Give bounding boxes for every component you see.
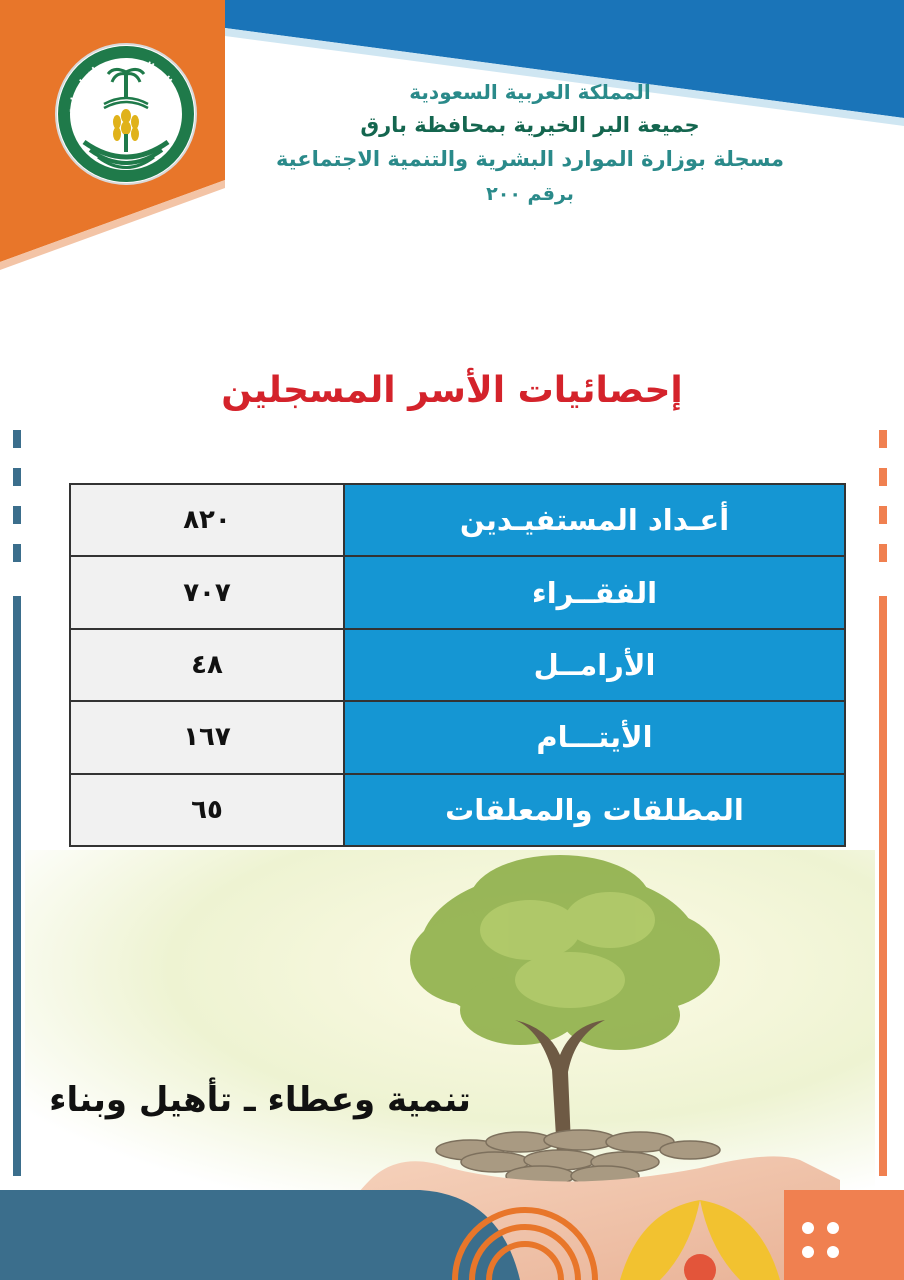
right-dash <box>879 468 887 486</box>
header-country: المملكة العربية السعودية <box>409 80 651 104</box>
tree-hand-illustration <box>0 850 904 1280</box>
left-dash <box>13 506 21 524</box>
left-dash <box>13 544 21 562</box>
table-row <box>70 556 845 628</box>
page-title: إحصائيات الأسر المسجلين <box>221 370 683 411</box>
table-row <box>70 629 845 701</box>
stat-label: المطلقات والمعلقات <box>344 774 845 846</box>
stat-value: ١٦٧ <box>70 701 344 773</box>
left-dash <box>13 468 21 486</box>
stat-label: أعـداد المستفيـدين <box>344 484 845 556</box>
table-row <box>70 774 845 846</box>
right-dash <box>879 544 887 562</box>
stats-table <box>69 483 846 847</box>
stat-value: ٨٢٠ <box>70 484 344 556</box>
header-registration-number: برقم ٢٠٠ <box>486 183 574 205</box>
header-organization: جميعة البر الخيرية بمحافظة بارق <box>360 113 700 137</box>
stat-value: ٦٥ <box>70 774 344 846</box>
slogan: تنمية وعطاء ـ تأهيل وبناء <box>49 1080 471 1120</box>
right-dash <box>879 430 887 448</box>
left-dash <box>13 430 21 448</box>
stat-label: الفقــراء <box>344 556 845 628</box>
table-row <box>70 701 845 773</box>
logo-ring-text: جمعية البر الخيرية بمحافظة بارق <box>67 55 185 117</box>
stat-value: ٧٠٧ <box>70 556 344 628</box>
header-registration: مسجلة بوزارة الموارد البشرية والتنمية الاجتماعية <box>275 147 785 171</box>
right-dash <box>879 506 887 524</box>
charity-logo <box>54 42 198 186</box>
stat-label: الأرامــل <box>344 629 845 701</box>
stat-label: الأيتـــام <box>344 701 845 773</box>
stat-value: ٤٨ <box>70 629 344 701</box>
table-row <box>70 484 845 556</box>
